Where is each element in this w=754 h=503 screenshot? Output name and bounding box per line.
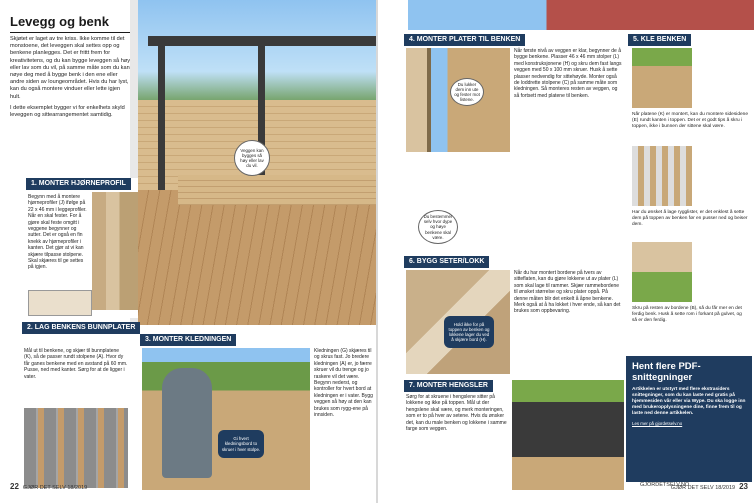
hero-deck [138,190,376,325]
step-photo [632,146,692,206]
step-2 [22,322,136,490]
step-text: Begynn med å montere hjørneprofiler (J) ifølge på 22 x 46 mm i leggeprofiler. Når en skal fester. For å gjøre skal feste omgitt i veggene begynner og sutter. Det er også en fin knekk av hjørneprofiler i kanten. Det gjør at vi kan skjære tilpasse stolpene. Skal skjæres til ge settes på igjen. [28,194,87,271]
promo-text: Artikkelen er utstyrt med flere ekstrasiders snittegninger, som du kan laste ned gratis på hjemmesiden vår eller via Wype. Du ska logge inn med brukeropplysningene dine, finne frem til og laste ned denne artikkelen. [632,387,746,416]
step-text: Har du ønsket å lage rygglister, er det enklest å sette dem på toppen av benken før en pusser ned og beiser dem. [632,210,748,227]
step-7 [404,380,624,490]
step-text: Når platene (K) er montert, kan du montere sidesidene (E) rundt kanten i toppen. Det er et godt tips å skru i toppen, ikke i bunnen der sittene skal være. [632,112,748,129]
hero-bench [178,175,376,205]
folio-label: GJØR DET SELV 18/2019 [22,485,88,491]
intro-paragraph: I dette eksemplet bygger vi for enkelhets skyld leveggen og sittearrangementet samtidig. [10,104,125,119]
step-heading: 1. MONTER HJØRNEPROFIL [26,178,131,190]
step-heading: 7. MONTER HENGSLER [404,380,493,392]
step-photo [92,192,138,310]
step-text: Når du har montert bordene på tvers av sitteflaten, kan du gjøre lokkene ut av plater (L) som skal lage til rammer. Skjær rammebordene til ønsket størrelse og skru plater oppå. På denne måten blir det enkelt å åpne benkene. Merk også at å ha lokket i hver ende, så kan det brukes som oppbevaring. [514,270,621,315]
folio [578,482,748,491]
step-photo [632,48,692,108]
folio [10,482,87,491]
step-text: Når første nivå av veggen er klar, begynner de å bygge benkene. Plasser 46 x 46 mm stolper (L) med konstruksjonene (H) og skru dem fast langs veggen med 50 x 100 mm skruer. Husk å sette plasser nedvendig for sittehøyde. Monter også de loddrette stolpene (C) på samme måte som kledningen. Så monteres resten av veggen, og så fortsett med platene til benken. [514,48,622,99]
site-label: GJORDETSELV.NO [640,482,690,488]
step-5 [628,34,752,324]
right-page [378,0,754,503]
step-photo [632,242,692,302]
step-heading: 2. LAG BENKENS BUNNPLATER [22,322,140,334]
pdf-promo-box [626,356,752,482]
page-number: 23 [739,482,748,491]
step-3 [140,334,376,490]
step-heading: 6. BYGG SETER/LOKK [404,256,489,268]
step-6 [404,256,624,374]
roof-photo [408,0,754,30]
promo-title: Hent flere PDF-snittegninger [632,361,701,383]
photo-caption: Gi hvert kledningsbord to skruer i hver stolpe. [218,430,264,458]
promo-link[interactable]: Les mer på gjordetselv.no [632,421,683,426]
step-text: Sørg for at skruene i hengslene sitter på lokkene og ikke på toppen. Mål ut der hengslene skal være, og merk monteringen, som er to på hver av setene. Hvis du ønsker det, kan du male benken og lokkene i samme farge som veggen. [406,394,507,433]
step-4 [404,34,624,152]
step-heading: 4. MONTER PLATER TIL BENKEN [404,34,525,46]
step-1 [26,178,138,318]
page-number: 22 [10,482,19,491]
left-page [0,0,376,503]
photo-caption: Du lukker dem inn ute og fester mot listene. [450,78,484,106]
step-photo [512,380,624,490]
step-photo [24,408,128,488]
page-title: Levegg og benk [10,14,109,29]
intro-paragraph: Skjøtet er laget av tre kriss. Ikke komme til det monstoene, det leveggen skal settes opp og benkene planlegges. Det er frittt frem for kreativitetens, og du kan bygge leveggen så høy eller lav som du vil, på samme måte som du kan nøye deg med å bygge benk i den ene eller andre siden av loungeområdet. Hvis du har lyst, kan du også montere vinduer eller lette igjen hult. [10,36,131,100]
step-text: Mål ut til benkene, og skjær til bunnplatene (K), så de passer rundt stolpene (A). Hvor dy får ganes benkene med en avstand på 60 mm. Pusse, ned med kanter. Sørg for at de ligger i vater. [24,348,128,380]
hero-post [158,40,165,190]
step-heading: 5. KLE BENKEN [628,34,691,46]
photo-caption: Hold ikke for på toppen av benken og lokkene lager du ved å skjære bord (H). [444,316,494,348]
worker-figure [162,368,212,478]
step-text: Skru på resten av bordene (B), så du får mer en det ferdig benk. Husk å sette rom i forkant på gulvet, og så er den ferdig. [632,306,742,323]
intro-text [10,36,132,123]
step-heading: 3. MONTER KLEDNINGEN [140,334,236,346]
callout-bubble: Veggen kan bygges så høy eller lav du vil. [234,140,270,176]
step-photo [142,348,310,490]
folio-label: GJØR DET SELV 18/2019 [670,485,736,491]
title-rule [10,32,130,33]
callout-bubble: Du bestemmer selv hvor dype og høye benkene skal være. [418,210,458,244]
step-text: Kledningen (G) skjæres til og skrus fast. Jo bredere kledningen (A) er, jo færre skruer vil du trenge og jo raskere vil det være. Begynn nederst, og kontroller for hvert bord at kledningen er i vater. Bygg veggen så høy at den kan brukes som rygg-ene på innsiden. [314,348,373,419]
detail-drawing [28,290,92,316]
